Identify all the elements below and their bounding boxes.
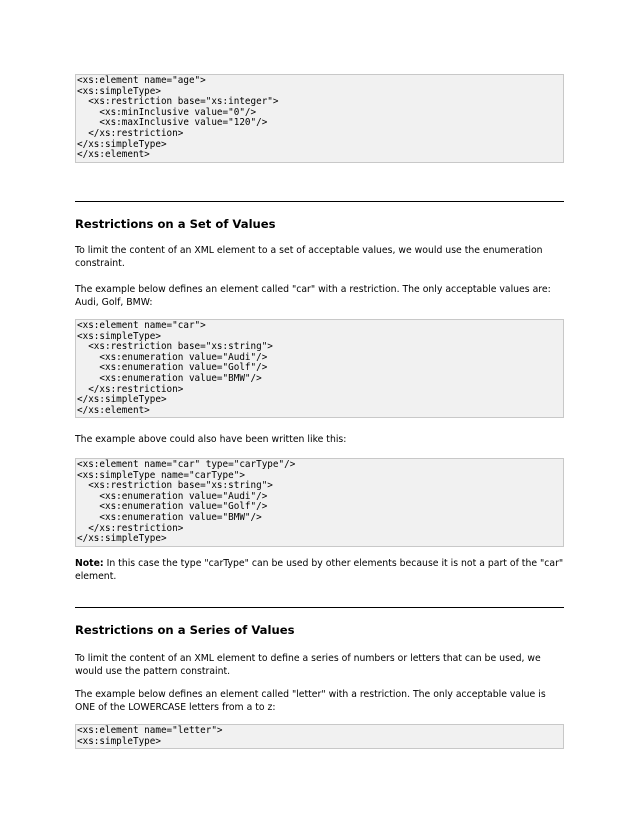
code-line: <xs:enumeration value="BMW"/> — [77, 511, 262, 523]
code-line: <xs:simpleType> — [77, 85, 161, 97]
code-line: <xs:enumeration value="Golf"/> — [77, 501, 268, 513]
paragraph-car-example: The example below defines an element called "car" with a restriction. The only acceptable values are: Audi, Golf, BMW: — [75, 284, 551, 308]
code-line: <xs:element name="age"> — [77, 75, 206, 86]
code-line: <xs:restriction base="xs:string"> — [77, 341, 273, 353]
code-line: <xs:simpleType> — [77, 330, 161, 342]
code-line: <xs:simpleType> — [77, 735, 161, 747]
code-line: </xs:simpleType> — [77, 394, 167, 406]
code-line: <xs:element name="car"> — [77, 320, 206, 331]
paragraph-enumeration-intro: To limit the content of an XML element to a set of acceptable values, we would use the enumeration constraint. — [75, 245, 543, 269]
code-line: </xs:restriction> — [77, 127, 184, 139]
note-paragraph — [75, 557, 564, 583]
code-line: <xs:maxInclusive value="120"/> — [77, 117, 268, 129]
code-line: <xs:element name="letter"> — [77, 725, 223, 736]
code-block-letter — [75, 724, 564, 749]
paragraph-pattern-intro: To limit the content of an XML element to define a series of numbers or letters that can be used, we would use the pattern constraint. — [75, 653, 541, 677]
code-line: </xs:element> — [77, 404, 150, 416]
code-line: <xs:element name="car" type="carType"/> — [77, 459, 296, 470]
code-line: </xs:simpleType> — [77, 138, 167, 150]
code-block-car — [75, 319, 564, 418]
section-divider — [75, 201, 564, 202]
code-line: <xs:enumeration value="Audi"/> — [77, 351, 268, 363]
code-line: </xs:simpleType> — [77, 533, 167, 545]
code-line: </xs:element> — [77, 149, 150, 161]
heading-set-of-values: Restrictions on a Set of Values — [75, 217, 276, 231]
paragraph-letter-example: The example below defines an element called "letter" with a restriction. The only acceptable value is ONE of the LOWERCASE letters from a to z: — [75, 689, 546, 713]
note-label: Note: — [75, 558, 104, 569]
code-line: <xs:restriction base="xs:integer"> — [77, 96, 279, 108]
code-line: <xs:enumeration value="Golf"/> — [77, 362, 268, 374]
code-line: <xs:enumeration value="BMW"/> — [77, 372, 262, 384]
code-line: </xs:restriction> — [77, 522, 184, 534]
note-text: In this case the type "carType" can be used by other elements because it is not a part of the "car" element. — [75, 558, 564, 582]
code-line: <xs:restriction base="xs:string"> — [77, 480, 273, 492]
code-line: </xs:restriction> — [77, 383, 184, 395]
code-line: <xs:simpleType name="carType"> — [77, 469, 245, 481]
code-line: <xs:enumeration value="Audi"/> — [77, 490, 268, 502]
section-divider — [75, 607, 564, 608]
code-block-age — [75, 74, 564, 163]
code-block-cartype — [75, 458, 564, 547]
paragraph-alternative: The example above could also have been written like this: — [75, 434, 347, 445]
heading-series-of-values: Restrictions on a Series of Values — [75, 623, 295, 637]
code-line: <xs:minInclusive value="0"/> — [77, 106, 257, 118]
